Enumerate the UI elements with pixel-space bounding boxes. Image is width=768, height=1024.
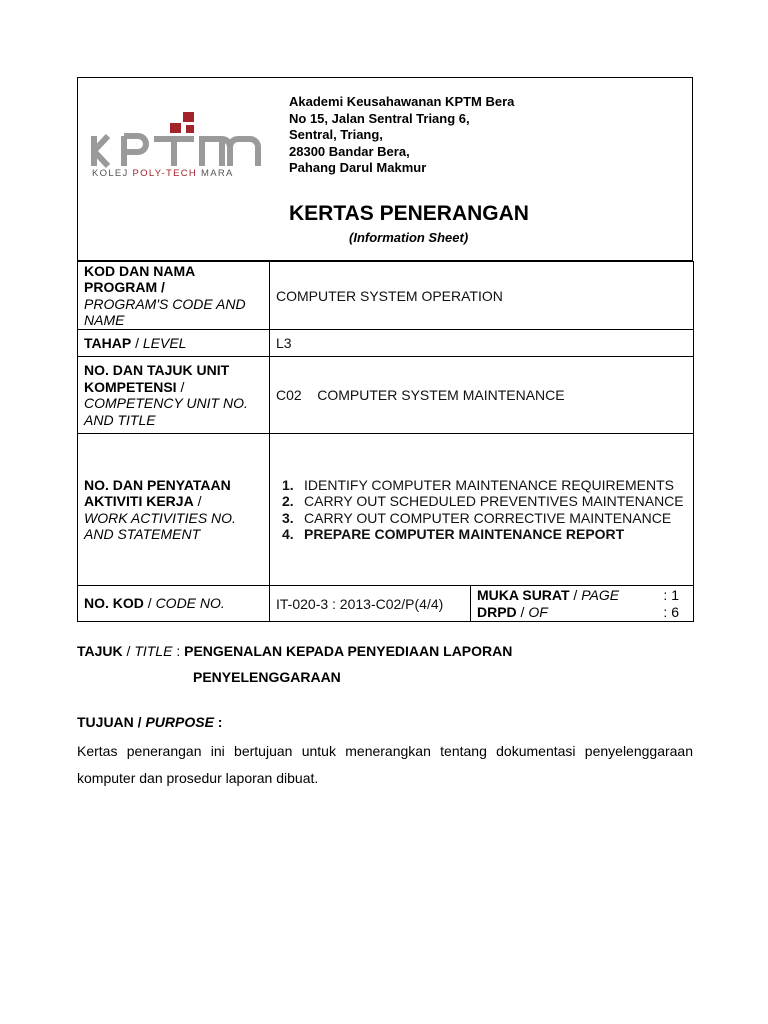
- title-line-1: PENGENALAN KEPADA PENYEDIAAN LAPORAN: [184, 643, 513, 659]
- code-value: IT-020-3 : 2013-C02/P(4/4): [270, 586, 471, 622]
- level-label: TAHAP / LEVEL: [78, 330, 270, 357]
- address-line: Sentral, Triang,: [289, 127, 383, 142]
- table-row: [78, 586, 694, 622]
- page-number: : 1: [663, 587, 679, 603]
- table-row: [78, 434, 694, 586]
- list-item: 3. CARRY OUT COMPUTER CORRECTIVE MAINTENANCE: [282, 509, 672, 526]
- activities-label: NO. DAN PENYATAAN AKTIVITI KERJA / WORK ACTIVITIES NO. AND STATEMENT: [78, 434, 270, 586]
- list-item: 4. PREPARE COMPUTER MAINTENANCE REPORT: [282, 526, 625, 542]
- table-row: [78, 262, 694, 330]
- document-title: KERTAS PENERANGAN: [289, 202, 529, 225]
- document-header: [77, 77, 693, 261]
- purpose-heading: TUJUAN / PURPOSE :: [77, 714, 223, 730]
- page-total: : 6: [663, 603, 679, 620]
- title-line-2: PENYELENGGARAAN: [193, 669, 341, 685]
- logo-tagline-2: POLY-TECH: [132, 168, 198, 176]
- institution-address: [289, 94, 514, 177]
- table-row: [78, 330, 694, 357]
- svg-text:KOLEJ POLY-TECH MARA: [92, 168, 234, 176]
- table-row: [78, 357, 694, 434]
- code-label: NO. KOD / CODE NO.: [78, 586, 270, 622]
- address-line: No 15, Jalan Sentral Triang 6,: [289, 110, 470, 126]
- address-line: Akademi Keusahawanan KPTM Bera: [289, 94, 515, 109]
- list-item: 1. IDENTIFY COMPUTER MAINTENANCE REQUIREMENTS: [282, 476, 674, 493]
- unit-label: NO. DAN TAJUK UNIT KOMPETENSI / COMPETENCY UNIT NO. AND TITLE: [78, 357, 270, 434]
- document-subtitle: (Information Sheet): [349, 230, 469, 245]
- activities-list: [270, 434, 694, 586]
- logo-tagline-3: MARA: [197, 168, 234, 176]
- address-line: 28300 Bandar Bera,: [289, 143, 410, 159]
- unit-title: COMPUTER SYSTEM MAINTENANCE: [317, 387, 565, 403]
- program-label: KOD DAN NAMA PROGRAM / PROGRAM'S CODE AND NAME: [78, 262, 270, 330]
- info-table: [77, 261, 694, 622]
- title-section: TAJUK / TITLE : PENGENALAN KEPADA PENYEDIAAN LAPORAN PENYELENGGARAAN: [77, 638, 693, 690]
- level-value: L3: [270, 330, 694, 357]
- unit-code: C02: [276, 387, 302, 403]
- page-info: MUKA SURAT / PAGE : 1 DRPD / OF : 6: [471, 586, 694, 622]
- list-item: 2. CARRY OUT SCHEDULED PREVENTIVES MAINTENANCE: [282, 493, 684, 509]
- program-value: COMPUTER SYSTEM OPERATION: [270, 262, 694, 330]
- document-frame: [77, 77, 693, 622]
- address-line: Pahang Darul Makmur: [289, 160, 427, 175]
- logo-tagline-1: KOLEJ: [92, 168, 133, 176]
- purpose-text: Kertas penerangan ini bertujuan untuk menerangkan tentang dokumentasi penyelenggaraan komputer dan prosedur laporan dibuat.: [77, 743, 693, 786]
- kptm-logo: [90, 106, 270, 176]
- unit-value: [270, 357, 694, 434]
